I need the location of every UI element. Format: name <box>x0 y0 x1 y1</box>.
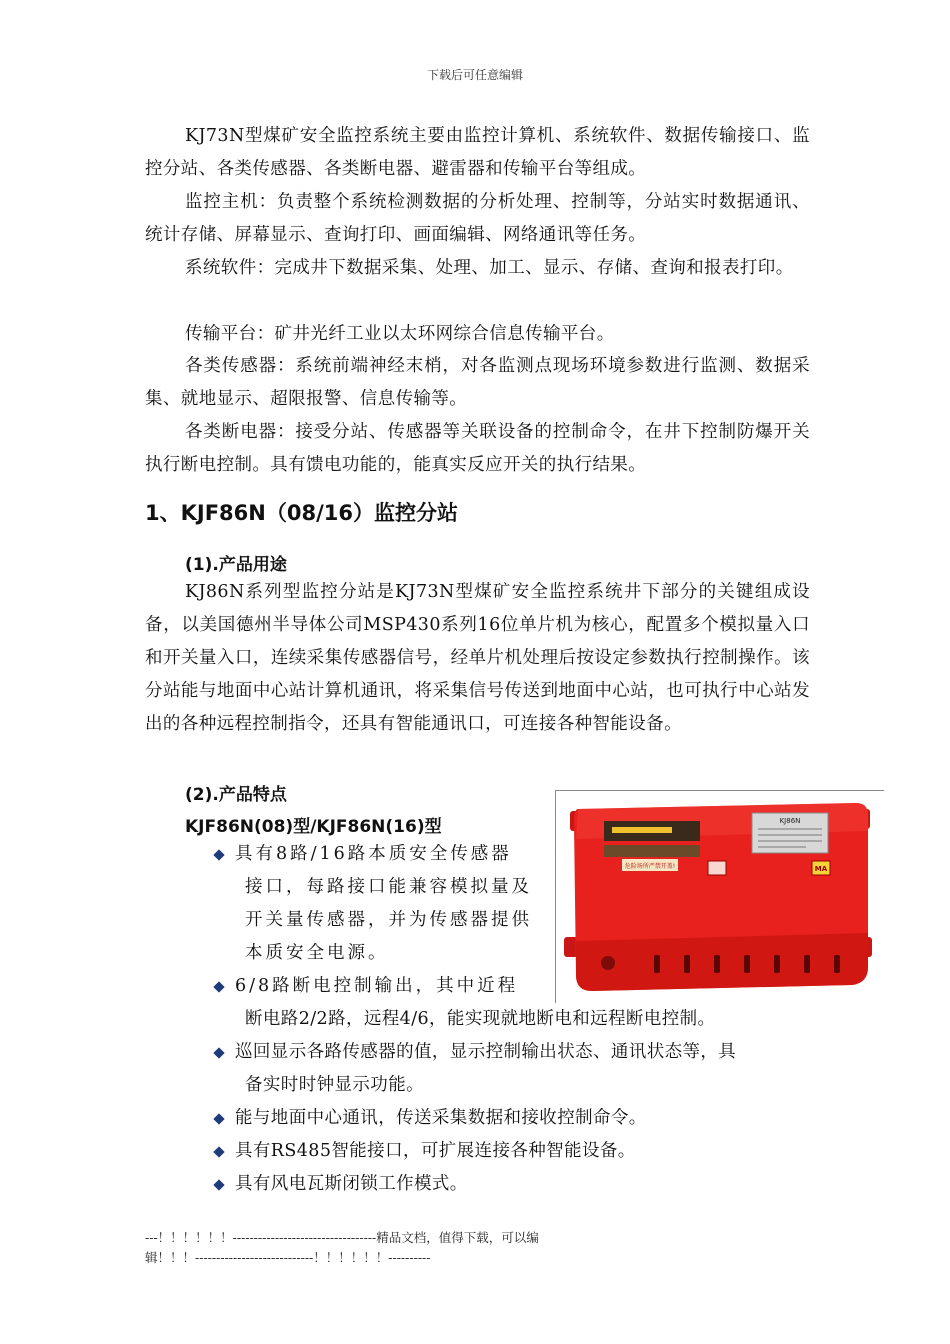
display-led <box>612 827 672 833</box>
diamond-bullet-icon <box>213 1146 224 1157</box>
intro-paragraph-1: KJ73N型煤矿安全监控系统主要由监控计算机、系统软件、数据传输接口、监控分站、各类传感器、各类断电器、避雷器和传输平台等组成。 <box>145 126 810 179</box>
bullet-line: 具有RS485智能接口，可扩展连接各种智能设备。 <box>235 1141 636 1161</box>
diamond-bullet-icon <box>213 849 224 860</box>
connector-port <box>601 956 615 970</box>
diamond-bullet-icon <box>213 1113 224 1124</box>
footer-note <box>145 1228 585 1268</box>
bullet-line: 巡回显示各路传感器的值，显示控制输出状态、通讯状态等，具 <box>235 1042 737 1062</box>
diamond-bullet-icon <box>213 981 224 992</box>
bullet-line: 6/8路断电控制输出，其中近程 <box>235 976 519 996</box>
intro-paragraph-6: 各类断电器：接受分站、传感器等关联设备的控制命令，在井下控制防爆开关执行断电控制。具有馈电功能的，能真实反应开关的执行结果。 <box>145 422 810 475</box>
intro-paragraph-2: 监控主机：负责整个系统检测数据的分析处理、控制等，分站实时数据通讯、统计存储、屏幕显示、查询打印、画面编辑、网络通讯等任务。 <box>145 192 810 245</box>
bullet-line: 具有风电瓦斯闭锁工作模式。 <box>235 1174 468 1194</box>
bullet-line: 备实时时钟显示功能。 <box>245 1075 424 1095</box>
diamond-bullet-icon <box>213 1047 224 1058</box>
footer-line: ---！！！！！！----------------------------------精品文档，值得下载，可以编 <box>145 1230 539 1245</box>
ma-badge-text: MA <box>814 865 828 873</box>
bullet-line: 开关量传感器，并为传感器提供 <box>245 910 532 930</box>
bullet-line: 具有8路/16路本质安全传感器 <box>235 844 512 864</box>
nameplate-text: KJ86N <box>779 817 801 825</box>
subsection-title-features: (2).产品特点 <box>185 785 287 805</box>
intro-paragraph-3: 系统软件：完成井下数据采集、处理、加工、显示、存储、查询和报表打印。 <box>185 258 794 278</box>
bullet-line: 能与地面中心通讯，传送采集数据和接收控制命令。 <box>235 1108 647 1128</box>
bullet-line: 接口，每路接口能兼容模拟量及 <box>245 877 532 897</box>
status-window <box>604 845 700 857</box>
header-note: 下载后可任意编辑 <box>426 68 523 82</box>
subsection-title-usage: (1).产品用途 <box>185 555 287 575</box>
ex-badge <box>708 861 726 875</box>
intro-paragraph-4: 传输平台：矿井光纤工业以太环网综合信息传输平台。 <box>185 324 615 344</box>
bullet-line: 断电路2/2路，远程4/6，能实现就地断电和远程断电控制。 <box>245 1009 716 1029</box>
warning-label-text: 危险场所严禁开盖! <box>624 863 676 870</box>
bullet-line: 本质安全电源。 <box>245 943 389 963</box>
intro-paragraph-5: 各类传感器：系统前端神经末梢，对各监测点现场环境参数进行监测、数据采集、就地显示、超限报警、信息传输等。 <box>145 356 810 409</box>
section-title: 1、KJF86N（08/16）监控分站 <box>145 501 458 525</box>
usage-paragraph: KJ86N系列型监控分站是KJ73N型煤矿安全监控系统井下部分的关键组成设备，以美国德州半导体公司MSP430系列16位单片机为核心，配置多个模拟量入口和开关量入口，连续采集传感器信号，经单片机处理后按设定参数执行控制操作。该分站能与地面中心站计算机通讯，将采集信号传送到地面中心站，也可执行中心站发出的各种远程控制指令，还具有智能通讯口，可连接各种智能设备。 <box>145 582 810 734</box>
model-title: KJF86N(08)型/KJF86N(16)型 <box>185 817 442 837</box>
footer-line: 辑！！！----------------------------！！！！！！---------- <box>145 1250 431 1265</box>
diamond-bullet-icon <box>213 1179 224 1190</box>
